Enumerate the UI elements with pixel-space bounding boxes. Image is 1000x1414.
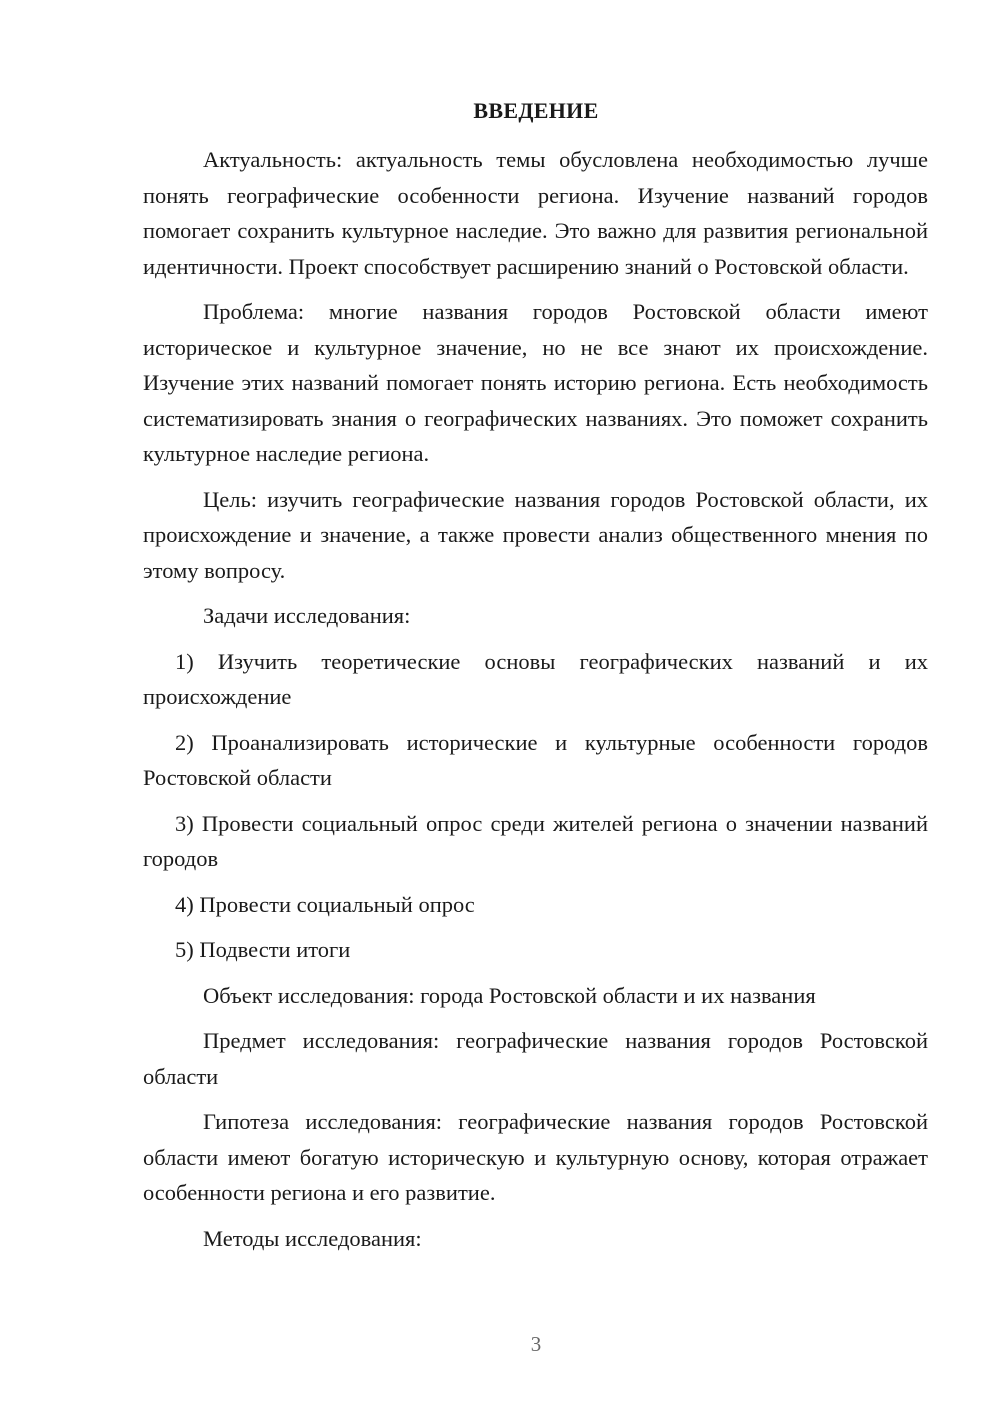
paragraph-object: Объект исследования: города Ростовской области и их названия: [203, 982, 816, 1008]
paragraph-subject: Предмет исследования: географические названия городов Ростовской области: [143, 1028, 928, 1089]
list-item-task-3: 3) Провести социальный опрос среди жителей региона о значении названий городов: [143, 810, 928, 871]
paragraph-methods: Методы исследования:: [203, 1225, 422, 1251]
list-item-task-5: 5) Подвести итоги: [175, 937, 351, 962]
list-item-task-4: 4) Провести социальный опрос: [175, 891, 475, 917]
document-body: [143, 142, 928, 1256]
paragraph-hypothesis: Гипотеза исследования: географические названия городов Ростовской области имеют богатую историческую и культурную основу, которая отражает особенности региона и его развитие.: [143, 1109, 928, 1205]
paragraph-goal: Цель: изучить географические названия городов Ростовской области, их происхождение и значение, а также провести анализ общественного мнения по этому вопросу.: [143, 486, 928, 583]
paragraph-tasks-heading: Задачи исследования:: [203, 603, 411, 628]
paragraph-problem: Проблема: многие названия городов Ростовской области имеют историческое и культурное значение, но не все знают их происхождение. Изучение этих названий помогает понять историю региона. Есть необходимость систематизировать знания о географических названиях. Это поможет сохранить культурное наследие региона.: [143, 299, 928, 466]
list-item-task-2: 2) Проанализировать исторические и культурные особенности городов Ростовской области: [143, 729, 928, 790]
list-item-task-1: 1) Изучить теоретические основы географических названий и их происхождение: [143, 648, 928, 709]
paragraph-relevance: Актуальность: актуальность темы обусловлена необходимостью лучше понять географические особенности региона. Изучение названий городов помогает сохранить культурное наследие. Это важно для развития региональной идентичности. Проект способствует расширению знаний о Ростовской области.: [143, 147, 928, 279]
page-number: 3: [530, 1332, 542, 1356]
page-title: ВВЕДЕНИЕ: [473, 98, 599, 123]
